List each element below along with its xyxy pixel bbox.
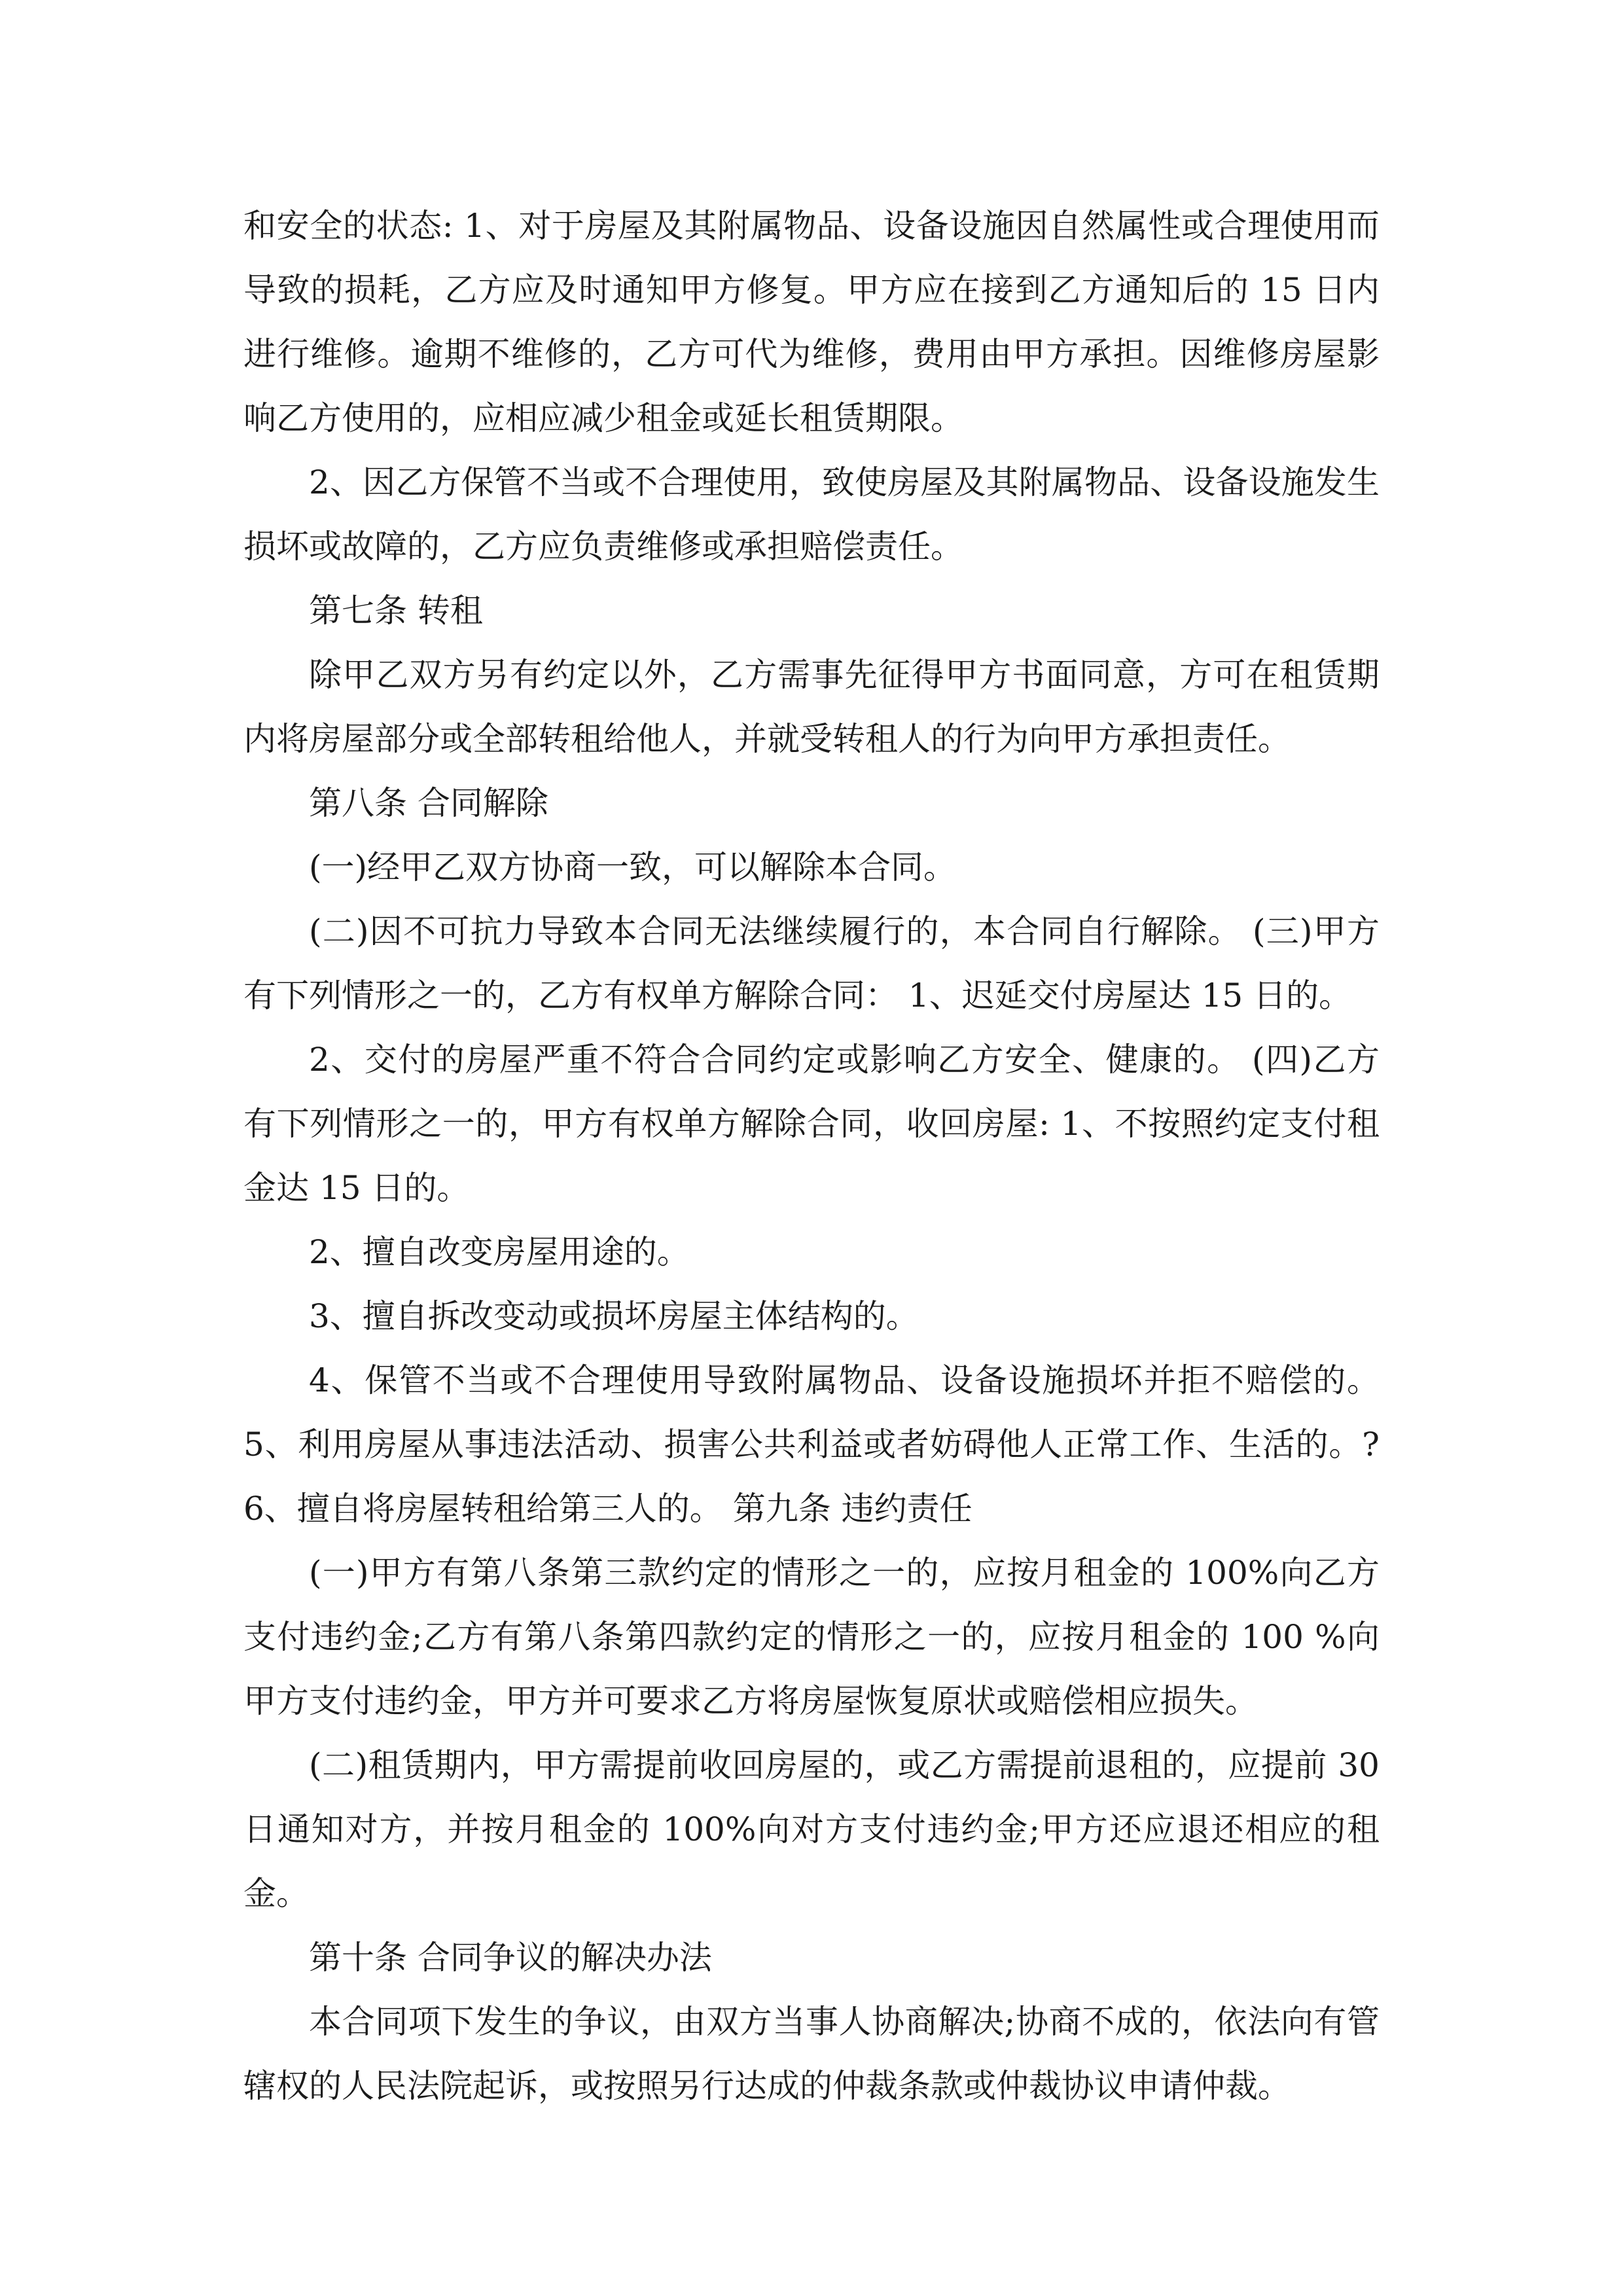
- paragraph-10: 3、擅自拆改变动或损坏房屋主体结构的。: [309, 1297, 919, 1335]
- article-7-heading: 第七条 转租: [309, 592, 483, 630]
- paragraph-7: (二)因不可抗力导致本合同无法继续履行的，本合同自行解除。 (三)甲方有下列情形之一的，乙方有权单方解除合同： 1、迟延交付房屋达 15 日的。: [243, 912, 1380, 1014]
- document-body: [243, 194, 1380, 2118]
- paragraph-4: 除甲乙双方另有约定以外，乙方需事先征得甲方书面同意，方可在租赁期内将房屋部分或全部转租给他人，并就受转租人的行为向甲方承担责任。: [243, 656, 1380, 758]
- article-8-heading: 第八条 合同解除: [309, 784, 548, 822]
- paragraph-12: (一)甲方有第八条第三款约定的情形之一的，应按月租金的 100%向乙方支付违约金;乙方有第八条第四款约定的情形之一的，应按月租金的 100 %向甲方支付违约金，甲方并可要求乙方将房屋恢复原状或赔偿相应损失。: [243, 1554, 1380, 1720]
- paragraph-11: 4、保管不当或不合理使用导致附属物品、设备设施损坏并拒不赔偿的。 5、利用房屋从事违法活动、损害公共利益或者妨碍他人正常工作、生活的。? 6、擅自将房屋转租给第三人的。 第九条 违约责任: [243, 1361, 1380, 1528]
- article-10-heading: 第十条 合同争议的解决办法: [309, 1939, 712, 1977]
- paragraph-13: (二)租赁期内，甲方需提前收回房屋的，或乙方需提前退租的，应提前 30 日通知对方，并按月租金的 100%向对方支付违约金;甲方还应退还相应的租金。: [243, 1746, 1380, 1912]
- paragraph-1: 和安全的状态: 1、对于房屋及其附属物品、设备设施因自然属性或合理使用而导致的损耗，乙方应及时通知甲方修复。甲方应在接到乙方通知后的 15 日内进行维修。逾期不维修的，乙方可代为维修，费用由甲方承担。因维修房屋影响乙方使用的，应相应减少租金或延长租赁期限。: [243, 207, 1380, 437]
- paragraph-2: 2、因乙方保管不当或不合理使用，致使房屋及其附属物品、设备设施发生损坏或故障的，乙方应负责维修或承担赔偿责任。: [243, 463, 1380, 565]
- paragraph-6: (一)经甲乙双方协商一致，可以解除本合同。: [309, 848, 957, 886]
- paragraph-8: 2、交付的房屋严重不符合合同约定或影响乙方安全、健康的。 (四)乙方有下列情形之一的，甲方有权单方解除合同，收回房屋: 1、不按照约定支付租金达 15 日的。: [243, 1041, 1380, 1207]
- paragraph-15: 本合同项下发生的争议，由双方当事人协商解决;协商不成的，依法向有管辖权的人民法院起诉，或按照另行达成的仲裁条款或仲裁协议申请仲裁。: [243, 2003, 1380, 2105]
- paragraph-9: 2、擅自改变房屋用途的。: [309, 1233, 690, 1271]
